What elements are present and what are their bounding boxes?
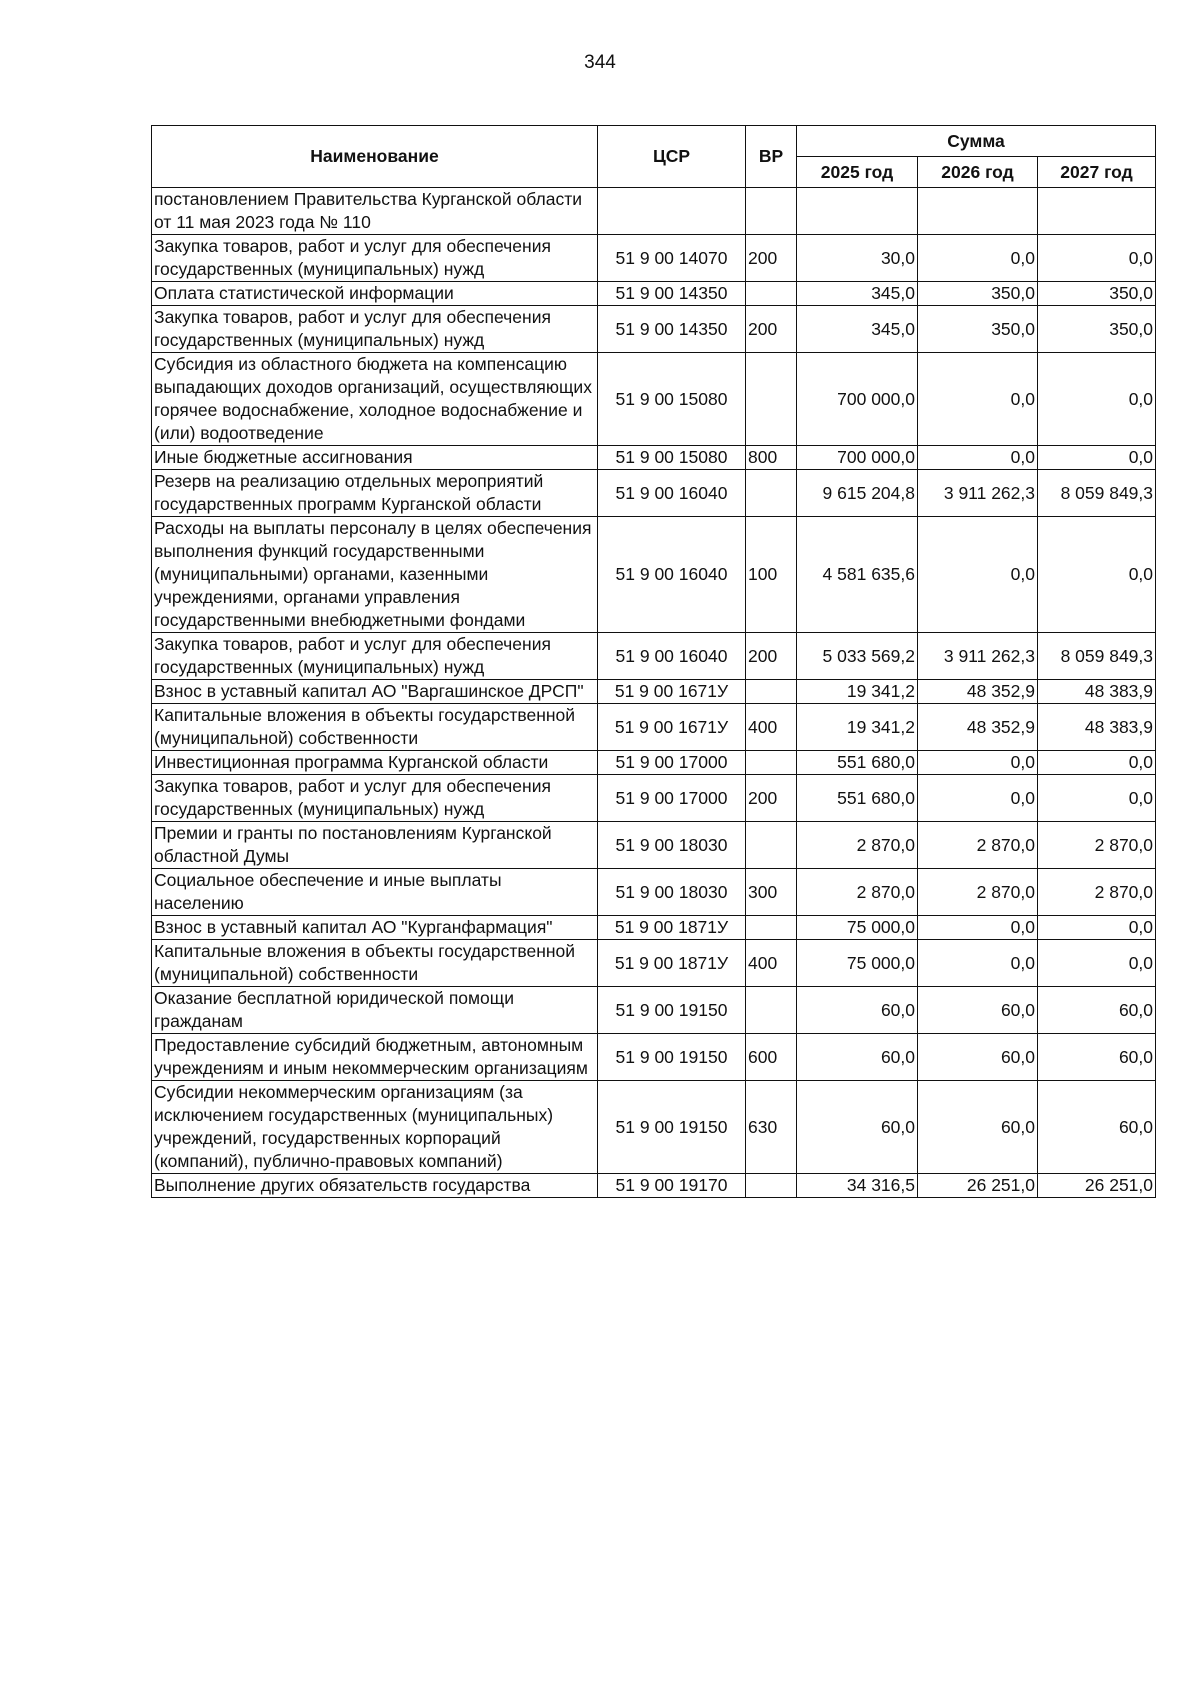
page-number: 344: [584, 52, 616, 73]
header-vr: ВР: [746, 126, 797, 188]
cell-csr: 51 9 00 14350: [598, 306, 746, 353]
cell-2026: 2 870,0: [918, 822, 1038, 869]
table-row: [152, 775, 1156, 822]
cell-2027: 60,0: [1038, 1081, 1156, 1174]
cell-2027: 0,0: [1038, 775, 1156, 822]
cell-csr: 51 9 00 19150: [598, 987, 746, 1034]
cell-2026: 0,0: [918, 446, 1038, 470]
cell-name: Закупка товаров, работ и услуг для обеспечения государственных (муниципальных) нужд: [152, 235, 598, 282]
cell-2025: 9 615 204,8: [797, 470, 918, 517]
cell-csr: 51 9 00 1871У: [598, 940, 746, 987]
cell-2026: 2 870,0: [918, 869, 1038, 916]
cell-vr: [746, 353, 797, 446]
cell-2025: 30,0: [797, 235, 918, 282]
cell-2025: 19 341,2: [797, 680, 918, 704]
cell-name: Взнос в уставный капитал АО "Курганфармация": [152, 916, 598, 940]
cell-2027: 0,0: [1038, 517, 1156, 633]
cell-csr: 51 9 00 14070: [598, 235, 746, 282]
cell-vr: 800: [746, 446, 797, 470]
cell-2025: 34 316,5: [797, 1174, 918, 1198]
cell-name: Инвестиционная программа Курганской области: [152, 751, 598, 775]
cell-name: Расходы на выплаты персоналу в целях обеспечения выполнения функций государственными (муниципальными) органами, казенными учреждениями, органами управления государственными внебюджетными фондами: [152, 517, 598, 633]
cell-csr: 51 9 00 15080: [598, 446, 746, 470]
cell-vr: 200: [746, 775, 797, 822]
cell-2027: 350,0: [1038, 306, 1156, 353]
cell-2027: 0,0: [1038, 353, 1156, 446]
table-row: [152, 940, 1156, 987]
cell-2026: 26 251,0: [918, 1174, 1038, 1198]
cell-vr: 200: [746, 306, 797, 353]
cell-2026: 60,0: [918, 1034, 1038, 1081]
cell-2027: 60,0: [1038, 987, 1156, 1034]
cell-2026: 3 911 262,3: [918, 633, 1038, 680]
table-row: [152, 751, 1156, 775]
cell-2026: [918, 188, 1038, 235]
cell-name: Субсидии некоммерческим организациям (за исключением государственных (муниципальных) учреждений, государственных корпораций (компаний), публично-правовых компаний): [152, 1081, 598, 1174]
cell-2025: 345,0: [797, 306, 918, 353]
cell-2026: 0,0: [918, 517, 1038, 633]
table-row: [152, 235, 1156, 282]
cell-name: Капитальные вложения в объекты государственной (муниципальной) собственности: [152, 704, 598, 751]
cell-name: Закупка товаров, работ и услуг для обеспечения государственных (муниципальных) нужд: [152, 633, 598, 680]
cell-2025: 700 000,0: [797, 446, 918, 470]
table-row: [152, 822, 1156, 869]
cell-2026: 0,0: [918, 775, 1038, 822]
table-row: [152, 353, 1156, 446]
table-body: [152, 188, 1156, 1198]
cell-vr: 400: [746, 940, 797, 987]
cell-csr: [598, 188, 746, 235]
cell-csr: 51 9 00 18030: [598, 869, 746, 916]
cell-2026: 350,0: [918, 306, 1038, 353]
header-2027: 2027 год: [1038, 157, 1156, 188]
cell-2025: 60,0: [797, 987, 918, 1034]
cell-vr: 200: [746, 235, 797, 282]
cell-2027: 2 870,0: [1038, 869, 1156, 916]
cell-csr: 51 9 00 17000: [598, 775, 746, 822]
cell-2027: 60,0: [1038, 1034, 1156, 1081]
cell-2027: 0,0: [1038, 916, 1156, 940]
cell-2027: 26 251,0: [1038, 1174, 1156, 1198]
cell-name: Премии и гранты по постановлениям Курганской областной Думы: [152, 822, 598, 869]
cell-vr: [746, 470, 797, 517]
cell-name: постановлением Правительства Курганской области от 11 мая 2023 года № 110: [152, 188, 598, 235]
cell-2025: 2 870,0: [797, 869, 918, 916]
cell-vr: [746, 751, 797, 775]
cell-vr: 630: [746, 1081, 797, 1174]
cell-2025: 2 870,0: [797, 822, 918, 869]
cell-2026: 0,0: [918, 916, 1038, 940]
cell-name: Оплата статистической информации: [152, 282, 598, 306]
cell-2026: 48 352,9: [918, 680, 1038, 704]
cell-vr: [746, 822, 797, 869]
cell-2026: 0,0: [918, 235, 1038, 282]
cell-vr: 600: [746, 1034, 797, 1081]
table-row: [152, 188, 1156, 235]
cell-2025: 700 000,0: [797, 353, 918, 446]
table-row: [152, 916, 1156, 940]
cell-2027: [1038, 188, 1156, 235]
cell-name: Социальное обеспечение и иные выплаты населению: [152, 869, 598, 916]
cell-csr: 51 9 00 19150: [598, 1034, 746, 1081]
cell-2025: 75 000,0: [797, 940, 918, 987]
table-row: [152, 470, 1156, 517]
cell-csr: 51 9 00 14350: [598, 282, 746, 306]
table-header: [152, 126, 1156, 188]
cell-2027: 0,0: [1038, 235, 1156, 282]
table-row: [152, 1081, 1156, 1174]
cell-2027: 48 383,9: [1038, 704, 1156, 751]
cell-csr: 51 9 00 19170: [598, 1174, 746, 1198]
header-sum: Сумма: [797, 126, 1156, 157]
cell-2025: 60,0: [797, 1034, 918, 1081]
table-row: [152, 987, 1156, 1034]
cell-2025: [797, 188, 918, 235]
cell-name: Субсидия из областного бюджета на компенсацию выпадающих доходов организаций, осуществляющих горячее водоснабжение, холодное водоснабжение и (или) водоотведение: [152, 353, 598, 446]
cell-2027: 350,0: [1038, 282, 1156, 306]
cell-2025: 19 341,2: [797, 704, 918, 751]
table-row: [152, 1034, 1156, 1081]
header-2025: 2025 год: [797, 157, 918, 188]
table-row: [152, 517, 1156, 633]
cell-2026: 0,0: [918, 751, 1038, 775]
table-row: [152, 680, 1156, 704]
table-row: [152, 704, 1156, 751]
cell-2025: 551 680,0: [797, 775, 918, 822]
table-row: [152, 1174, 1156, 1198]
cell-2025: 551 680,0: [797, 751, 918, 775]
cell-2027: 8 059 849,3: [1038, 470, 1156, 517]
cell-name: Взнос в уставный капитал АО "Варгашинское ДРСП": [152, 680, 598, 704]
table-row: [152, 282, 1156, 306]
cell-name: Капитальные вложения в объекты государственной (муниципальной) собственности: [152, 940, 598, 987]
cell-2026: 48 352,9: [918, 704, 1038, 751]
table-row: [152, 633, 1156, 680]
header-name: Наименование: [152, 126, 598, 188]
cell-2026: 350,0: [918, 282, 1038, 306]
cell-vr: 400: [746, 704, 797, 751]
cell-vr: [746, 282, 797, 306]
cell-vr: 200: [746, 633, 797, 680]
cell-2027: 48 383,9: [1038, 680, 1156, 704]
cell-2025: 75 000,0: [797, 916, 918, 940]
cell-name: Иные бюджетные ассигнования: [152, 446, 598, 470]
cell-name: Закупка товаров, работ и услуг для обеспечения государственных (муниципальных) нужд: [152, 306, 598, 353]
table-row: [152, 446, 1156, 470]
cell-name: Предоставление субсидий бюджетным, автономным учреждениям и иным некоммерческим организациям: [152, 1034, 598, 1081]
cell-name: Резерв на реализацию отдельных мероприятий государственных программ Курганской области: [152, 470, 598, 517]
cell-vr: [746, 680, 797, 704]
cell-2025: 4 581 635,6: [797, 517, 918, 633]
cell-2025: 60,0: [797, 1081, 918, 1174]
cell-vr: [746, 916, 797, 940]
cell-csr: 51 9 00 16040: [598, 517, 746, 633]
cell-csr: 51 9 00 1671У: [598, 704, 746, 751]
cell-csr: 51 9 00 15080: [598, 353, 746, 446]
table-row: [152, 869, 1156, 916]
cell-vr: [746, 987, 797, 1034]
cell-vr: [746, 188, 797, 235]
cell-2026: 3 911 262,3: [918, 470, 1038, 517]
cell-name: Выполнение других обязательств государства: [152, 1174, 598, 1198]
cell-2027: 0,0: [1038, 446, 1156, 470]
cell-vr: 100: [746, 517, 797, 633]
budget-table: [151, 125, 1156, 1198]
cell-2027: 0,0: [1038, 751, 1156, 775]
cell-csr: 51 9 00 1871У: [598, 916, 746, 940]
cell-name: Закупка товаров, работ и услуг для обеспечения государственных (муниципальных) нужд: [152, 775, 598, 822]
cell-2027: 8 059 849,3: [1038, 633, 1156, 680]
cell-csr: 51 9 00 16040: [598, 470, 746, 517]
cell-csr: 51 9 00 1671У: [598, 680, 746, 704]
cell-csr: 51 9 00 18030: [598, 822, 746, 869]
cell-vr: [746, 1174, 797, 1198]
cell-2025: 345,0: [797, 282, 918, 306]
cell-csr: 51 9 00 19150: [598, 1081, 746, 1174]
cell-2026: 0,0: [918, 353, 1038, 446]
header-csr: ЦСР: [598, 126, 746, 188]
header-2026: 2026 год: [918, 157, 1038, 188]
cell-2026: 0,0: [918, 940, 1038, 987]
cell-2025: 5 033 569,2: [797, 633, 918, 680]
cell-2026: 60,0: [918, 1081, 1038, 1174]
cell-csr: 51 9 00 17000: [598, 751, 746, 775]
cell-name: Оказание бесплатной юридической помощи гражданам: [152, 987, 598, 1034]
cell-vr: 300: [746, 869, 797, 916]
cell-csr: 51 9 00 16040: [598, 633, 746, 680]
cell-2026: 60,0: [918, 987, 1038, 1034]
cell-2027: 0,0: [1038, 940, 1156, 987]
table-row: [152, 306, 1156, 353]
cell-2027: 2 870,0: [1038, 822, 1156, 869]
